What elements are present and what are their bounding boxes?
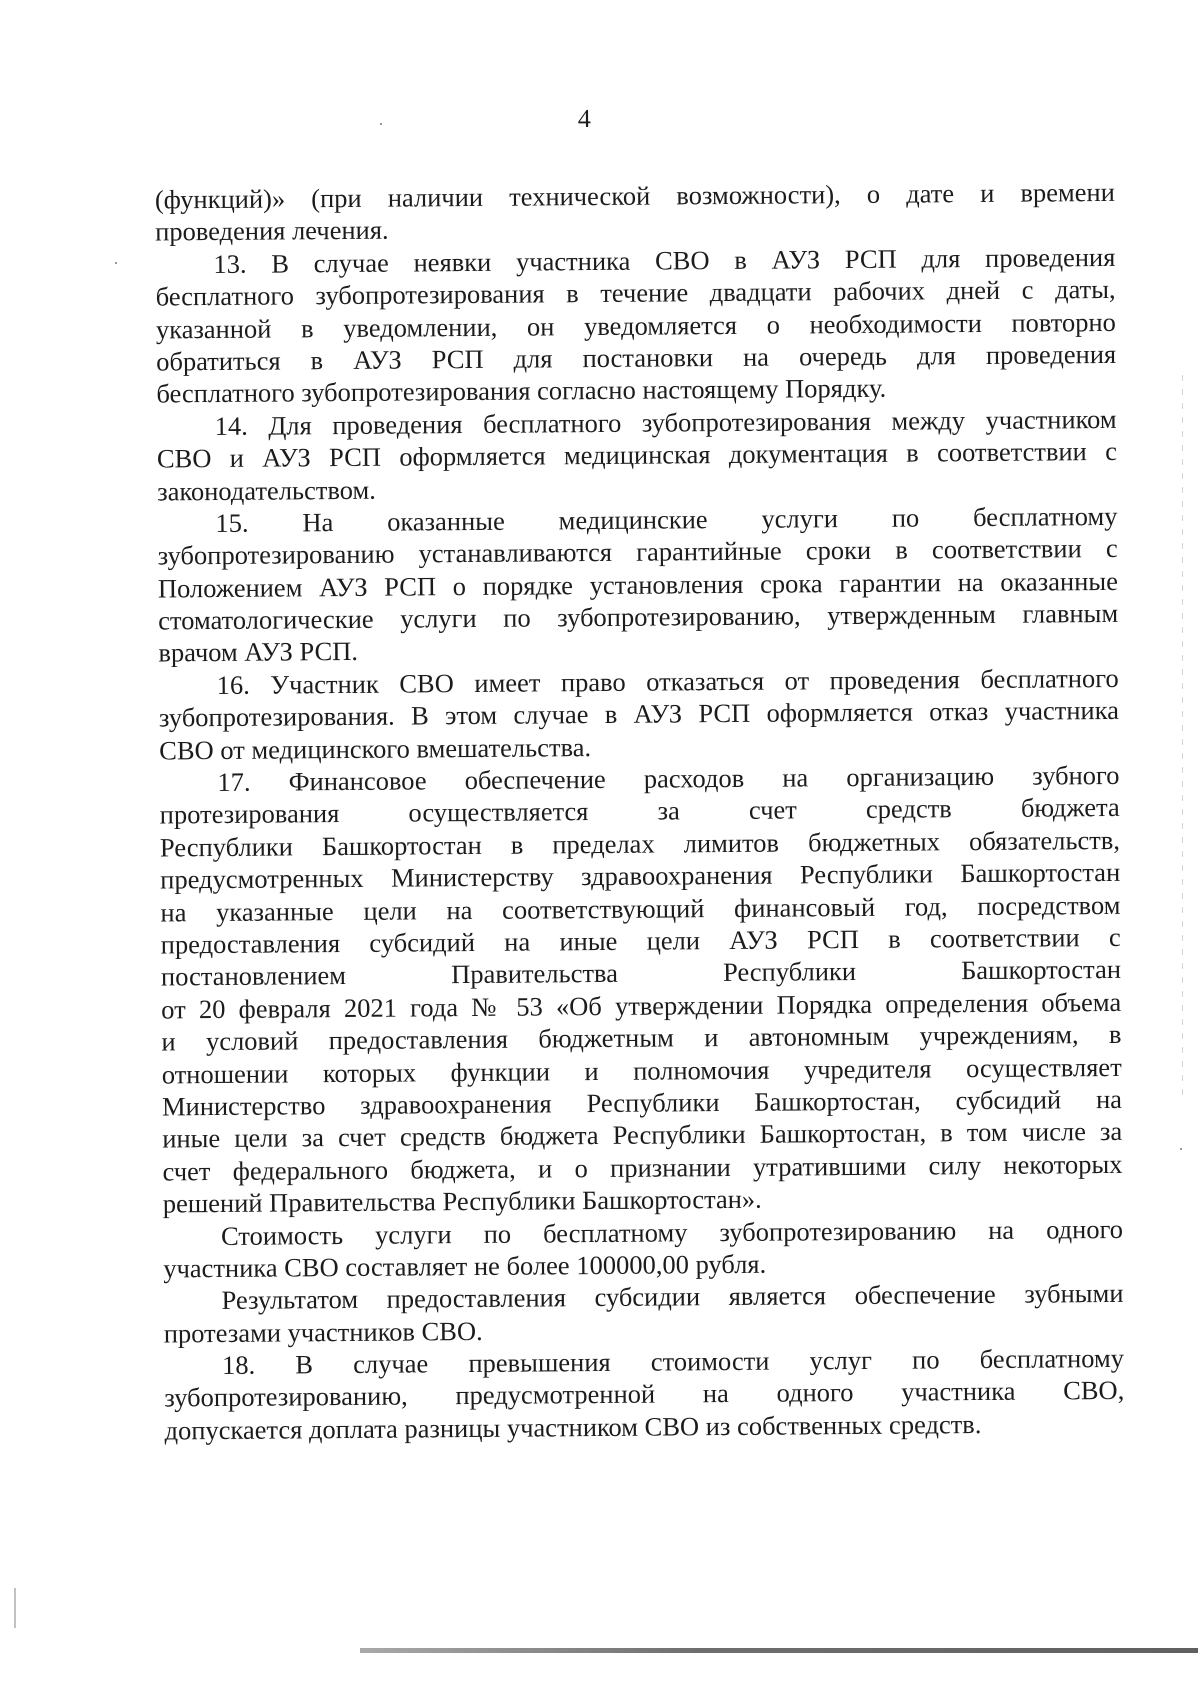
scan-speck — [1180, 1148, 1182, 1150]
text-line: Министерство здравоохранения Республики Башкортостан, субсидий на — [161, 1083, 1123, 1122]
text-line: (функций)» (при наличии технической возможности), о дате и времени — [154, 176, 1115, 215]
text-line: 17. Финансовое обеспечение расходов на организацию зубного — [217, 759, 1120, 798]
text-line: участника СВО составляет не более 100000,00 рубля. — [163, 1248, 767, 1284]
text-line: указанной в уведомлении, он уведомляется о необходимости повторно — [155, 306, 1116, 345]
text-line: Результатом предоставления субсидии является обеспечение зубными — [221, 1278, 1124, 1316]
text-line: отношении которых функции и полномочия учредителя осуществляет — [161, 1051, 1122, 1089]
text-line: зубопротезированию, предусмотренной на одного участника СВО, — [164, 1375, 1125, 1413]
text-line: 16. Участник СВО имеет право отказаться от проведения бесплатного — [216, 662, 1119, 700]
text-line: проведения лечения. — [155, 215, 389, 247]
text-line: СВО и АУЗ РСП оформляется медицинская документация в соответствии с — [156, 436, 1118, 474]
text-line: СВО от медицинского вмешательства. — [159, 731, 592, 766]
text-line: 15. На оказанные медицинские услуги по бесплатному — [215, 500, 1118, 538]
text-line: на указанные цели на соответствующий финансовый год, посредством — [160, 889, 1121, 928]
text-line: иные цели за счет средств бюджета Республики Башкортостан, в том числе за — [162, 1116, 1123, 1154]
text-line: протезирования осуществляется за счет средств бюджета — [159, 792, 1120, 830]
scan-edge-artifact — [1182, 375, 1183, 1095]
text-line: Республики Башкортостан в пределах лимитов бюджетных обязательств, — [159, 824, 1121, 863]
text-line: допускается доплата разницы участником СВО из собственных средств. — [164, 1408, 982, 1446]
text-line: бесплатного зубопротезирования согласно настоящему Порядку. — [156, 373, 887, 409]
text-line: врачом АУЗ РСП. — [158, 636, 359, 668]
text-line: 13. В случае неявки участника СВО в АУЗ РСП для проведения — [213, 241, 1116, 279]
text-line: зубопротезирования. В этом случае в АУЗ РСП оформляется отказ участника — [158, 695, 1120, 733]
text-line: решений Правительства Республики Башкортостан». — [162, 1183, 762, 1219]
text-line: и условий предоставления бюджетным и автономным учреждениям, в — [161, 1019, 1122, 1057]
text-line: счет федерального бюджета, и о признании утратившими силу некоторых — [162, 1148, 1123, 1187]
text-line: обратиться в АУЗ РСП для постановки на очередь для проведения — [156, 338, 1117, 377]
text-line: от 20 февраля 2021 года № 53 «Об утверждении Порядка определения объема — [161, 986, 1122, 1025]
text-line: протезами участников СВО. — [163, 1315, 483, 1349]
document-body — [155, 176, 1125, 1447]
text-line: 14. Для проведения бесплатного зубопротезирования между участником — [214, 403, 1117, 441]
text-line: бесплатного зубопротезирования в течение двадцати рабочих дней с даты, — [155, 274, 1116, 312]
text-line: законодательством. — [157, 474, 376, 506]
text-line: зубопротезированию устанавливаются гарантийные сроки в соответствии с — [157, 533, 1118, 571]
text-line: Стоимость услуги по бесплатному зубопротезированию на одного — [220, 1213, 1124, 1251]
text-line: предоставления субсидий на иные цели АУЗ РСП в соответствии с — [160, 921, 1121, 960]
scan-margin-mark — [14, 1588, 16, 1628]
text-line: 18. В случае превышения стоимости услуг по бесплатному — [221, 1342, 1125, 1381]
page-number: 4 — [577, 104, 591, 134]
text-line: постановлением Правительства Республики Башкортостан — [160, 954, 1122, 992]
scan-border-line — [360, 1648, 1198, 1653]
scan-speck — [115, 262, 117, 264]
text-line: Положением АУЗ РСП о порядке установления срока гарантии на оказанные — [157, 565, 1119, 604]
text-line: стоматологические услуги по зубопротезированию, утвержденным главным — [158, 598, 1119, 636]
scan-speck — [380, 123, 382, 125]
text-line: предусмотренных Министерству здравоохранения Республики Башкортостан — [160, 857, 1121, 895]
